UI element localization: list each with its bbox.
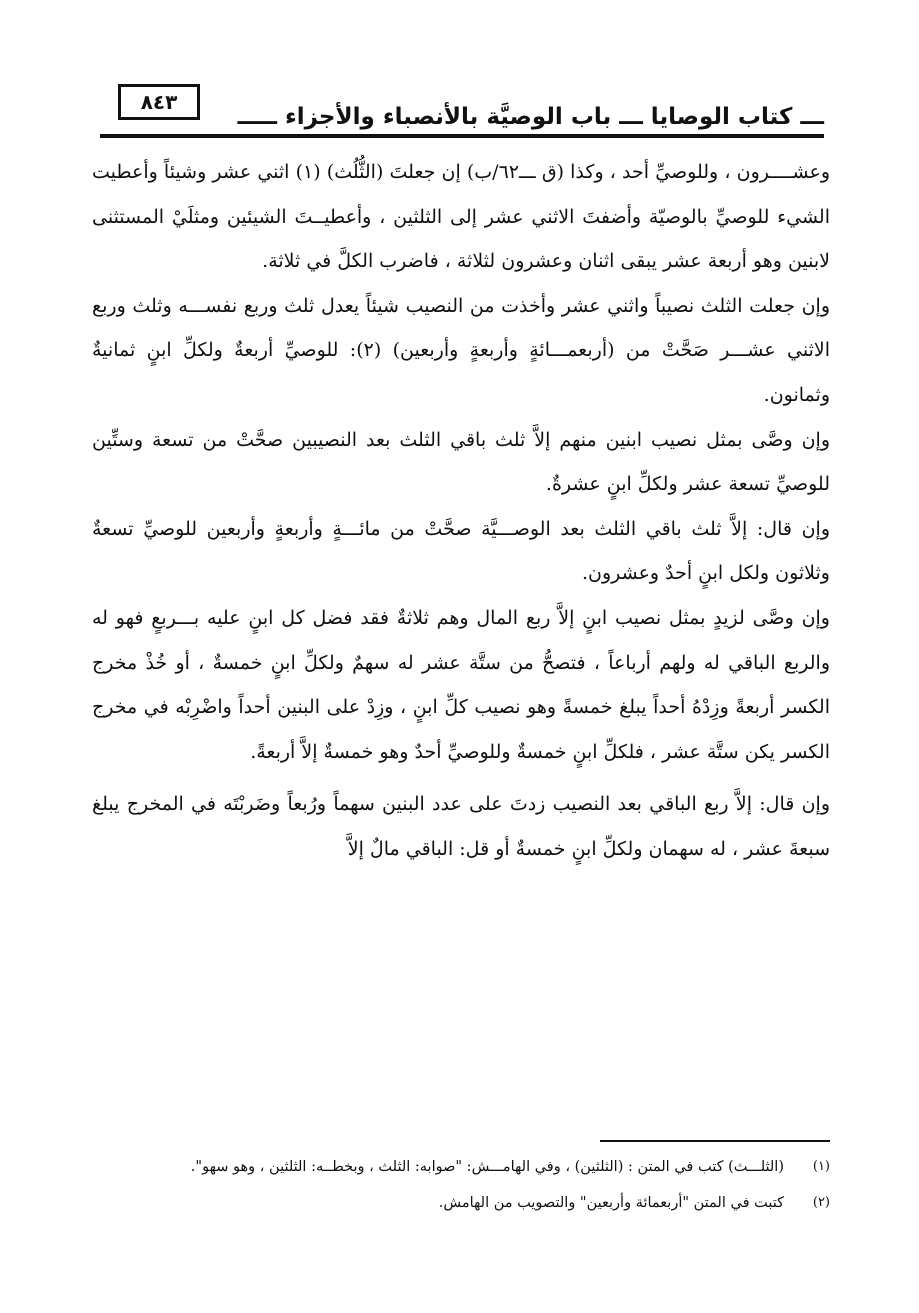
footnote-marker: (١)	[812, 1159, 830, 1174]
paragraph: وإن وصَّى بمثل نصيب ابنين منهم إلاَّ ثلث باقي الثلث بعد النصيبين صحَّتْ من تسعة وستِّين للوصيِّ تسعة عشر ولكلِّ ابنٍ عشرةٌ.	[92, 428, 830, 496]
paragraph: وإن وصَّى لزيدٍ بمثل نصيب ابنٍ إلاَّ ربع المال وهم ثلاثةٌ فقد فضل كل ابنٍ عليه بـــربعٍ فهو له والربع الباقي له ولهم أرباعاً ، فتصحُّ من ستَّة عشر له سهمٌ ولكلِّ ابنٍ خمسةٌ ، أو خُذْ مخرج الكسر أربعةً وزِدْهُ أحداً يبلغ خمسةً وهو نصيب كلِّ ابنٍ ، وزِدْ على البنين أحداً واضْرِبْه في مخرج الكسر يكن ستَّة عشر ، فلكلِّ ابنٍ خمسةٌ وللوصيِّ أحدٌ وهو خمسةٌ إلاَّ أربعةً.	[92, 606, 830, 763]
footnotes	[92, 1152, 830, 1224]
running-title: ـــ كتاب الوصايا ـــ باب الوصيَّة بالأنصباء والأجزاء ـــــ	[237, 104, 824, 130]
page-header	[100, 78, 824, 142]
footnote-text: كتبت في المتن "أربعمائة وأربعين" والتصويب من الهامش.	[438, 1195, 784, 1211]
paragraph: وإن قال: إلاَّ ثلث باقي الثلث بعد الوصـــيَّة صحَّتْ من مائـــةٍ وأربعةٍ وأربعين للوصيِّ تسعةٌ وثلاثون ولكل ابنٍ أحدٌ وعشرون.	[92, 517, 830, 585]
footnote-separator	[600, 1140, 830, 1142]
footnote	[92, 1152, 830, 1182]
page-number: ٨٤٣	[118, 84, 200, 120]
paragraph: وإن قال: إلاَّ ربع الباقي بعد النصيب زدتَ على عدد البنين سهماً ورُبعاً وضَربْتَه في المخرج يبلغ سبعةَ عشر ، له سهمان ولكلِّ ابنٍ خمسةٌ أو قل: الباقي مالٌ إلاَّ	[92, 793, 830, 860]
main-text	[92, 150, 830, 872]
paragraph: وإن جعلت الثلث نصيباً واثني عشر وأخذت من النصيب شيئاً يعدل ثلث وربع نفســـه وثلث وربع الاثني عشـــر صَحَّتْ من (أربعمـــائةٍ وأربعةٍ وأربعين) (٢): للوصيِّ أربعةٌ ولكلِّ ابنٍ ثمانيةٌ وثمانون.	[92, 294, 830, 406]
footnote-marker: (٢)	[812, 1195, 830, 1210]
footnote-text: (الثلـــث) كتب في المتن : (الثلثين) ، وفي الهامـــش: "صوابه: الثلث ، وبخطــه: الثلثين ، وهو سهو".	[190, 1159, 784, 1175]
footnote	[92, 1188, 830, 1218]
paragraph: وعشــــرون ، وللوصيِّ أحد ، وكذا (ق ـــ٦٢/ب) إن جعلتَ (الثُّلُث) (١) اثني عشر وشيئاً وأعطيت الشيء للوصيِّ بالوصيّة وأضفتَ الاثني عشر إلى الثلثين ، وأعطيــتَ الشيئين ومثلَيْ المستثنى لابنين وهو أربعة عشر يبقى اثنان وعشرون لثلاثة ، فاضرب الكلَّ في ثلاثة.	[92, 161, 830, 273]
header-rule	[100, 134, 824, 138]
